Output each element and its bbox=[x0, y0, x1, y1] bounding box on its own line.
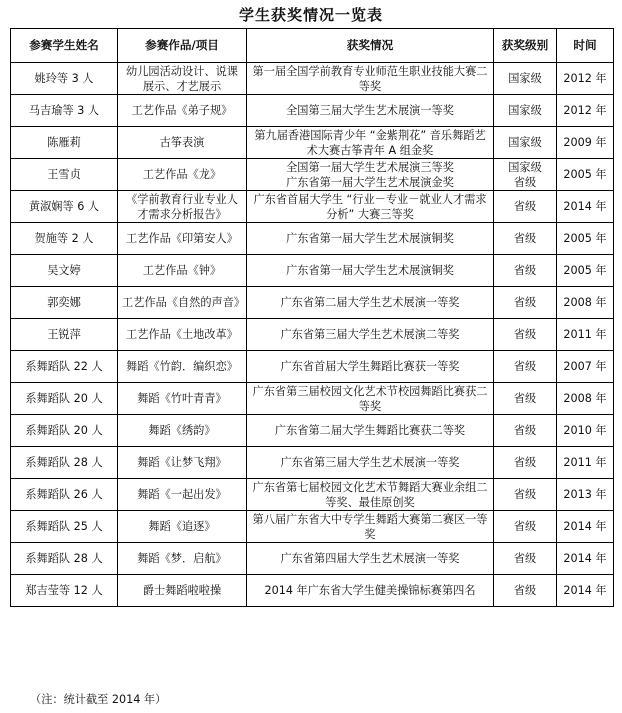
table-row bbox=[11, 351, 614, 383]
cell-work-project: 舞蹈《绣韵》 bbox=[118, 415, 247, 447]
cell-student-name: 系舞蹈队 26 人 bbox=[11, 479, 118, 511]
cell-award-level: 省级 bbox=[494, 319, 557, 351]
table-row bbox=[11, 447, 614, 479]
table-row bbox=[11, 479, 614, 511]
table-row bbox=[11, 287, 614, 319]
cell-award: 广东省第四届大学生艺术展演一等奖 bbox=[247, 543, 494, 575]
cell-award: 第一届全国学前教育专业师范生职业技能大赛二等奖 bbox=[247, 63, 494, 95]
cell-work-project: 爵士舞蹈啦啦操 bbox=[118, 575, 247, 607]
cell-award: 第八届广东省大中专学生舞蹈大赛第二赛区一等奖 bbox=[247, 511, 494, 543]
cell-award-level: 省级 bbox=[494, 351, 557, 383]
cell-student-name: 系舞蹈队 28 人 bbox=[11, 543, 118, 575]
cell-work-project: 古筝表演 bbox=[118, 127, 247, 159]
cell-year: 2008 年 bbox=[557, 383, 614, 415]
cell-student-name: 贺施等 2 人 bbox=[11, 223, 118, 255]
cell-award-level: 省级 bbox=[494, 223, 557, 255]
cell-award-level: 省级 bbox=[494, 255, 557, 287]
cell-award: 全国第一届大学生艺术展演三等奖 广东省第一届大学生艺术展演金奖 bbox=[247, 159, 494, 191]
table-row bbox=[11, 383, 614, 415]
table-row bbox=[11, 63, 614, 95]
cell-year: 2014 年 bbox=[557, 575, 614, 607]
cell-award: 广东省第七届校园文化艺术节舞蹈大赛业余组二等奖、最佳原创奖 bbox=[247, 479, 494, 511]
cell-work-project: 工艺作品《弟子规》 bbox=[118, 95, 247, 127]
table-row bbox=[11, 511, 614, 543]
header-student-name: 参赛学生姓名 bbox=[11, 29, 118, 63]
cell-work-project: 舞蹈《一起出发》 bbox=[118, 479, 247, 511]
cell-award: 广东省第三届校园文化艺术节校园舞蹈比赛获二等奖 bbox=[247, 383, 494, 415]
cell-student-name: 系舞蹈队 25 人 bbox=[11, 511, 118, 543]
cell-work-project: 工艺作品《土地改革》 bbox=[118, 319, 247, 351]
cell-work-project: 舞蹈《竹叶青青》 bbox=[118, 383, 247, 415]
cell-year: 2011 年 bbox=[557, 447, 614, 479]
cell-student-name: 姚玲等 3 人 bbox=[11, 63, 118, 95]
cell-year: 2014 年 bbox=[557, 511, 614, 543]
cell-award-level: 省级 bbox=[494, 287, 557, 319]
cell-work-project: 工艺作品《印第安人》 bbox=[118, 223, 247, 255]
page-title: 学生获奖情况一览表 bbox=[238, 6, 383, 24]
cell-year: 2012 年 bbox=[557, 63, 614, 95]
cell-award-level: 省级 bbox=[494, 415, 557, 447]
cell-award: 广东省第三届大学生艺术展演一等奖 bbox=[247, 447, 494, 479]
header-year: 时间 bbox=[557, 29, 614, 63]
cell-award: 广东省第三届大学生艺术展演二等奖 bbox=[247, 319, 494, 351]
cell-year: 2010 年 bbox=[557, 415, 614, 447]
table-row bbox=[11, 575, 614, 607]
cell-student-name: 郭奕娜 bbox=[11, 287, 118, 319]
cell-award: 广东省第二届大学生艺术展演一等奖 bbox=[247, 287, 494, 319]
cell-award-level: 国家级 省级 bbox=[494, 159, 557, 191]
table-row bbox=[11, 95, 614, 127]
cell-award-level: 省级 bbox=[494, 191, 557, 223]
cell-award: 广东省第一届大学生艺术展演铜奖 bbox=[247, 223, 494, 255]
cell-work-project: 工艺作品《钟》 bbox=[118, 255, 247, 287]
cell-student-name: 马吉瑜等 3 人 bbox=[11, 95, 118, 127]
cell-award: 2014 年广东省大学生健美操锦标赛第四名 bbox=[247, 575, 494, 607]
cell-student-name: 陈雁莉 bbox=[11, 127, 118, 159]
cell-award-level: 省级 bbox=[494, 479, 557, 511]
header-work-project: 参赛作品/项目 bbox=[118, 29, 247, 63]
cell-student-name: 系舞蹈队 28 人 bbox=[11, 447, 118, 479]
cell-award: 第九届香港国际青少年 “金紫荆花” 音乐舞蹈艺术大赛古筝青年 A 组金奖 bbox=[247, 127, 494, 159]
cell-year: 2014 年 bbox=[557, 191, 614, 223]
cell-award-level: 省级 bbox=[494, 575, 557, 607]
table-row bbox=[11, 159, 614, 191]
cell-award-level: 国家级 bbox=[494, 95, 557, 127]
cell-year: 2005 年 bbox=[557, 255, 614, 287]
cell-work-project: 工艺作品《龙》 bbox=[118, 159, 247, 191]
cell-student-name: 系舞蹈队 20 人 bbox=[11, 383, 118, 415]
cell-award-level: 省级 bbox=[494, 447, 557, 479]
cell-year: 2005 年 bbox=[557, 223, 614, 255]
cell-award-level: 省级 bbox=[494, 543, 557, 575]
cell-year: 2011 年 bbox=[557, 319, 614, 351]
table-row bbox=[11, 191, 614, 223]
table-header-row bbox=[11, 29, 614, 63]
cell-work-project: 舞蹈《追逐》 bbox=[118, 511, 247, 543]
header-award-level: 获奖级别 bbox=[494, 29, 557, 63]
cell-award: 广东省第二届大学生舞蹈比赛获二等奖 bbox=[247, 415, 494, 447]
cell-award: 全国第三届大学生艺术展演一等奖 bbox=[247, 95, 494, 127]
cell-year: 2014 年 bbox=[557, 543, 614, 575]
table-row bbox=[11, 319, 614, 351]
table-row bbox=[11, 127, 614, 159]
cell-work-project: 舞蹈《梦．启航》 bbox=[118, 543, 247, 575]
cell-year: 2013 年 bbox=[557, 479, 614, 511]
cell-student-name: 系舞蹈队 20 人 bbox=[11, 415, 118, 447]
cell-year: 2012 年 bbox=[557, 95, 614, 127]
cell-award: 广东省第一届大学生艺术展演铜奖 bbox=[247, 255, 494, 287]
cell-student-name: 郑吉莹等 12 人 bbox=[11, 575, 118, 607]
header-award: 获奖情况 bbox=[247, 29, 494, 63]
cell-student-name: 王锐萍 bbox=[11, 319, 118, 351]
cell-award-level: 省级 bbox=[494, 511, 557, 543]
footnote: （注：统计截至 2014 年） bbox=[30, 693, 167, 706]
cell-year: 2007 年 bbox=[557, 351, 614, 383]
cell-award-level: 国家级 bbox=[494, 63, 557, 95]
cell-year: 2008 年 bbox=[557, 287, 614, 319]
cell-work-project: 舞蹈《让梦飞翔》 bbox=[118, 447, 247, 479]
cell-student-name: 黄淑娴等 6 人 bbox=[11, 191, 118, 223]
cell-award: 广东省首届大学生舞蹈比赛获一等奖 bbox=[247, 351, 494, 383]
cell-year: 2005 年 bbox=[557, 159, 614, 191]
cell-work-project: 工艺作品《自然的声音》 bbox=[118, 287, 247, 319]
cell-work-project: 舞蹈《竹韵．编织恋》 bbox=[118, 351, 247, 383]
cell-student-name: 吴文婷 bbox=[11, 255, 118, 287]
cell-work-project: 《学前教育行业专业人才需求分析报告》 bbox=[118, 191, 247, 223]
cell-award-level: 省级 bbox=[494, 383, 557, 415]
table-row bbox=[11, 223, 614, 255]
table-row bbox=[11, 415, 614, 447]
table-row bbox=[11, 255, 614, 287]
table-row bbox=[11, 543, 614, 575]
cell-student-name: 系舞蹈队 22 人 bbox=[11, 351, 118, 383]
awards-table bbox=[10, 28, 614, 607]
cell-year: 2009 年 bbox=[557, 127, 614, 159]
cell-award: 广东省首届大学生 “行业－专业－就业人才需求分析” 大赛三等奖 bbox=[247, 191, 494, 223]
cell-award-level: 国家级 bbox=[494, 127, 557, 159]
cell-work-project: 幼儿园活动设计、说课展示、才艺展示 bbox=[118, 63, 247, 95]
cell-student-name: 王雪贞 bbox=[11, 159, 118, 191]
